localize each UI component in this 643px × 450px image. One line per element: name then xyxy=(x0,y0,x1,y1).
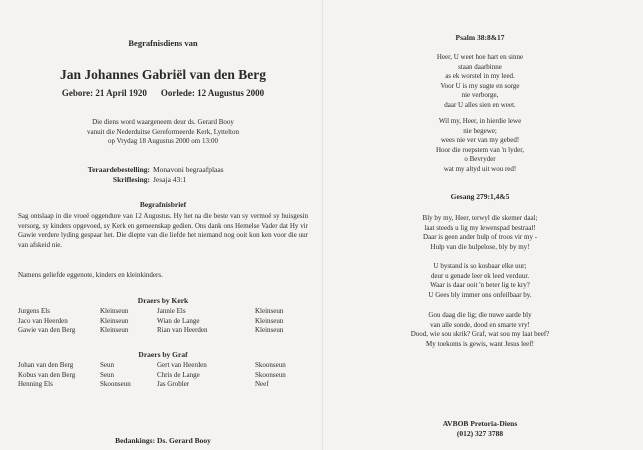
page-fold xyxy=(322,0,323,450)
bearer-relation: Seun xyxy=(100,370,114,379)
bearer-name: Gert van Heerden xyxy=(157,361,207,369)
verse-line: Wil my, Heer, in hierdie lewe xyxy=(438,117,522,125)
bearer-relation: Skoonseun xyxy=(255,370,286,379)
grave-bearers-heading: Draers by Graf xyxy=(138,350,188,359)
hymn-stanza xyxy=(336,214,624,252)
life-dates xyxy=(18,88,308,98)
bearer-relation: Kleinseun xyxy=(255,307,284,315)
bearer-relation: Kleinseun xyxy=(100,316,129,325)
bearer-relation: Skoonseun xyxy=(100,380,131,388)
verse-line: Waar is daar ooit 'n beter lig te kry? xyxy=(430,281,530,289)
church-bearers-heading: Draers by Kerk xyxy=(137,296,189,305)
arrangement-row xyxy=(18,165,308,175)
psalm-stanza xyxy=(336,53,624,110)
verse-line: U Gees bly immer ons onfeilbaar by. xyxy=(428,290,532,299)
bearer-name: Rian van Heerden xyxy=(157,326,208,334)
psalm-heading: Psalm 38:8&17 xyxy=(455,33,505,42)
arrangement-value: Jesaja 43:1 xyxy=(153,175,187,184)
verse-line: wees nie ver van my gebed! xyxy=(440,136,520,144)
table-row xyxy=(18,380,305,390)
bearer-name: Jannie Els xyxy=(157,307,186,315)
verse-line: daar U alles sien en weet. xyxy=(444,100,516,109)
hymn-stanza xyxy=(336,311,624,349)
acknowledgements: Bedankings: Ds. Gerard Booy xyxy=(115,436,211,445)
funeral-letter: Sag ontslaap in die vroeë oggendure van 12 Augustus. Hy het na die beste van sy vermoë sy huisgesin versorg, sy kinders opgevoed, sy Kerk en gemeenskap gedien. Ons dank ons Hemelse Vader dat Hy vir Gawie verdere lyding gespaar het. Die diepte van die liefde het niemand nog ooit kon ken voor die uur van afskeid nie. xyxy=(18,212,308,249)
arrangements xyxy=(18,165,308,185)
bearer-name: Jas Grobler xyxy=(157,380,190,388)
table-row xyxy=(18,307,305,317)
bearer-relation: Skoonseun xyxy=(255,361,286,369)
table-row xyxy=(18,317,305,327)
verse-line: Heer, U weet hoe hart en sinne xyxy=(436,53,524,61)
psalm-stanza xyxy=(336,117,624,174)
verse-line: deur u genade leer ek leed verduur. xyxy=(430,271,530,280)
service-line: Die diens word waargeneem deur ds. Gerard Booy xyxy=(92,118,234,126)
birth-date: Gebore: 21 April 1920 xyxy=(61,88,147,98)
bearer-name: Henning Els xyxy=(18,380,53,388)
bearer-name: Gawie van den Berg xyxy=(18,326,76,334)
verse-line: nie verborge, xyxy=(461,91,499,99)
bearer-relation: Seun xyxy=(100,361,114,369)
verse-line: staan daarbinne xyxy=(458,62,502,71)
church-bearers-table xyxy=(18,307,305,336)
grave-bearers-table xyxy=(18,361,305,390)
deceased-name: Jan Johannes Gabriël van den Berg xyxy=(60,67,266,82)
hymn-stanza xyxy=(336,262,624,300)
bearer-name: Jaco van Heerden xyxy=(18,316,68,325)
verse-line: Bly by my, Heer, terwyl die skemer daal; xyxy=(422,214,538,222)
arrangement-value: Monavoni begraafplaas xyxy=(153,165,224,174)
verse-line: Voor U is my sugte en sorge xyxy=(440,81,520,90)
service-title: Begrafnisdiens van xyxy=(128,38,198,48)
funeral-home-name: AVBOB Pretoria-Diens xyxy=(442,419,518,428)
bearer-relation: Kleinseun xyxy=(255,316,284,325)
verse-line: U bystand is so kosbaar elke uur; xyxy=(433,262,527,270)
family-line: Namens geliefde eggenote, kinders en kleinkinders. xyxy=(18,271,163,279)
verse-line: Dood, wie sou skrik? Graf, wat sou my laat beef? xyxy=(410,330,550,338)
bearer-name: Johan van den Berg xyxy=(18,361,74,369)
verse-line: o Bevryder xyxy=(464,155,496,163)
bearer-relation: Neef xyxy=(255,380,269,388)
table-row xyxy=(18,361,305,371)
bearer-relation: Kleinseun xyxy=(100,326,129,334)
death-date: Oorlede: 12 Augustus 2000 xyxy=(160,88,265,98)
verse-line: My toekoms is gewis, want Jesus leef! xyxy=(426,339,534,348)
bearer-name: Chris de Lange xyxy=(157,370,200,379)
verse-line: Gou daag die lig; die nuwe aarde bly xyxy=(428,311,532,319)
table-row xyxy=(18,371,305,381)
verse-line: laat steeds u lig my lewenspad bestraal! xyxy=(424,223,536,232)
arrangement-row xyxy=(18,175,308,185)
verse-line: van alle sonde, dood en smarte vry! xyxy=(430,320,530,329)
verse-line: Daar is geen ander hulp of troos vir my - xyxy=(422,233,538,241)
funeral-home xyxy=(336,419,624,439)
bearer-name: Wian de Lange xyxy=(157,316,200,325)
letter-heading: Begrafnisbrief xyxy=(139,200,187,209)
verse-line: wat my altyd uit wou red! xyxy=(443,164,517,173)
service-details xyxy=(18,118,308,147)
verse-line: Hoor die roepstem van 'n lyder, xyxy=(435,145,525,154)
verse-line: Hulp van die hulpelose, bly by my! xyxy=(430,242,530,251)
table-row xyxy=(18,326,305,336)
arrangement-label: Skriflesing: xyxy=(112,175,150,184)
verse-line: as ek worstel in my leed. xyxy=(445,72,515,80)
hymn-heading: Gesang 279:1,4&5 xyxy=(450,192,510,201)
service-line: vanuit die Nederduitse Gereformeerde Kerk, Lyttelton xyxy=(87,127,239,136)
arrangement-label: Teraardebestelling: xyxy=(87,165,150,174)
bearer-name: Jurgens Els xyxy=(18,307,50,315)
bearer-name: Kobus van den Berg xyxy=(18,370,76,379)
bearer-relation: Kleinseun xyxy=(255,326,284,334)
service-line: op Vrydag 18 Augustus 2000 om 13:00 xyxy=(108,137,218,145)
bearer-relation: Kleinseun xyxy=(100,307,129,315)
funeral-home-phone: (012) 327 3788 xyxy=(456,429,504,438)
verse-line: nie begewe; xyxy=(463,126,497,135)
